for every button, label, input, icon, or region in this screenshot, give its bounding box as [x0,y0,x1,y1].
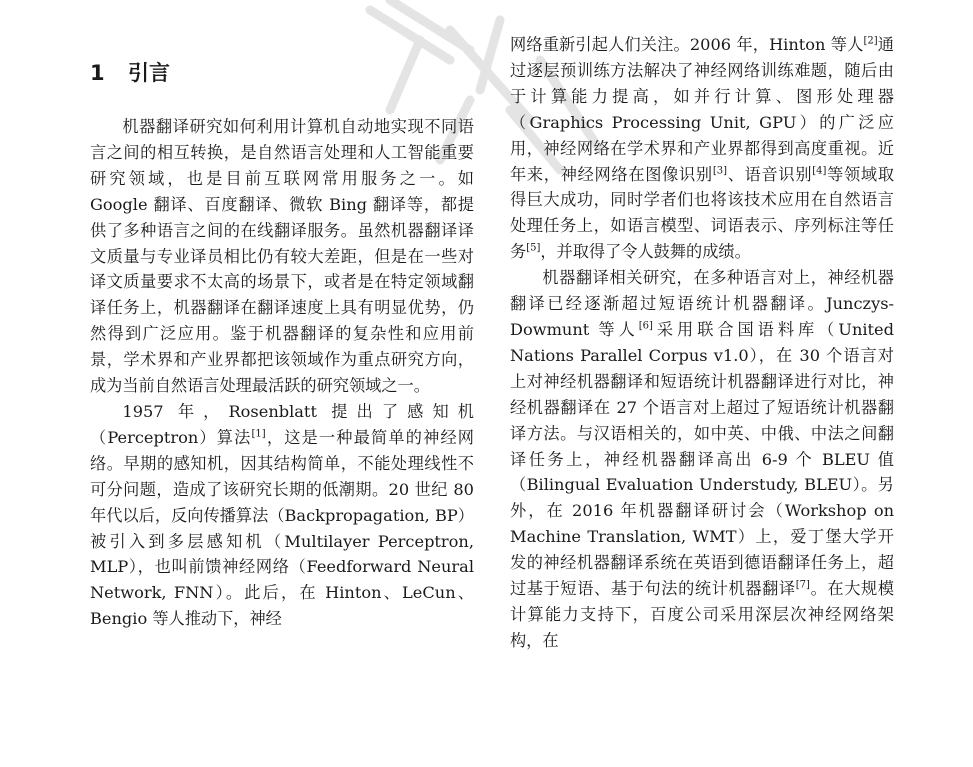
text-run: 采用联合国语料库（United Nations Parallel Corpus v1.0），在 30 个语言对上对神经机器翻译和短语统计机器翻译进行对比，神经机器翻译在 27 个语言对上超过了短语统计机器翻译方法。与汉语相关的，如中英、中俄、中法之间翻译任务上，神经机器翻译高出 6-9 个 BLEU 值（Bilingual Evaluation Understudy, BLEU）。另外，在 2016 年机器翻译研讨会（Workshop on Machine Translation, WMT）上，爱丁堡大学开发的神经机器翻译系统在英语到德语翻译任务上，超过基于短语、基于句法的统计机器翻译 [510,319,894,599]
citation-ref: [1] [251,428,266,440]
section-number: 1 [90,61,105,85]
citation-ref: [3] [712,165,727,177]
section-heading [90,58,474,88]
paragraph-perceptron [90,399,474,632]
text-run: 1957 年，Rosenblatt 提出了感知机（Perceptron）算法 [90,401,474,447]
right-column [510,32,894,654]
citation-ref: [2] [863,35,878,47]
paragraph-nmt [510,265,894,654]
citation-ref: [6] [638,320,653,332]
citation-ref: [7] [795,579,810,591]
text-run: 、语音识别 [727,164,813,184]
text-run: 。在大规模计算能力支持下，百度公司采用深层次神经网络架构，在 [510,579,895,650]
left-column [90,32,474,632]
text-run: ，这是一种最简单的神经网络。早期的感知机，因其结构简单，不能处理线性不可分问题，造成了该研究长期的低潮期。20 世纪 80 年代以后，反向传播算法（Backpropagation, BP）被引入到多层感知机（Multilayer Perceptron, MLP），也叫前馈神经网络（Feedforward Neural Network, FNN）。此后，在 Hinton、LeCun、Bengio 等人推动下，神经 [90,427,474,629]
paragraph-intro: 机器翻译研究如何利用计算机自动地实现不同语言之间的相互转换，是自然语言处理和人工智能重要研究领域，也是目前互联网常用服务之一。如 Google 翻译、百度翻译、微软 Bing 翻译等，都提供了多种语言之间的在线翻译服务。虽然机器翻译译文质量与专业译员相比仍有较大差距，但是在一些对译文质量要求不太高的场景下，或者是在特定领域翻译任务上，机器翻译在翻译速度上具有明显优势，仍然得到广泛应用。鉴于机器翻译的复杂性和应用前景，学术界和产业界都把该领域作为重点研究方向，成为当前自然语言处理最活跃的研究领域之一。 [90,117,474,396]
text-run: 通过逐层预训练方法解决了神经网络训练难题，随后由于计算能力提高，如并行计算、图形处理器（Graphics Processing Unit, GPU）的广泛应用，神经网络在学术界和产业界都得到高度重视。近年来，神经网络在图像识别 [510,35,894,184]
citation-ref: [5] [526,242,541,254]
paragraph-continued [510,32,894,265]
text-run: 网络重新引起人们关注。2006 年，Hinton 等人 [510,35,864,54]
section-title: 引言 [128,61,170,85]
text-run: 机器翻译相关研究，在多种语言对上，神经机器翻译已经逐渐超过短语统计机器翻译。Junczys-Dowmunt 等人 [510,268,894,339]
citation-ref: [4] [812,165,827,177]
text-run: 等领域取得巨大成功，同时学者们也将该技术应用在自然语言处理任务上，如语言模型、词语表示、序列标注等任务 [510,164,895,262]
text-run: ，并取得了令人鼓舞的成绩。 [540,242,751,262]
